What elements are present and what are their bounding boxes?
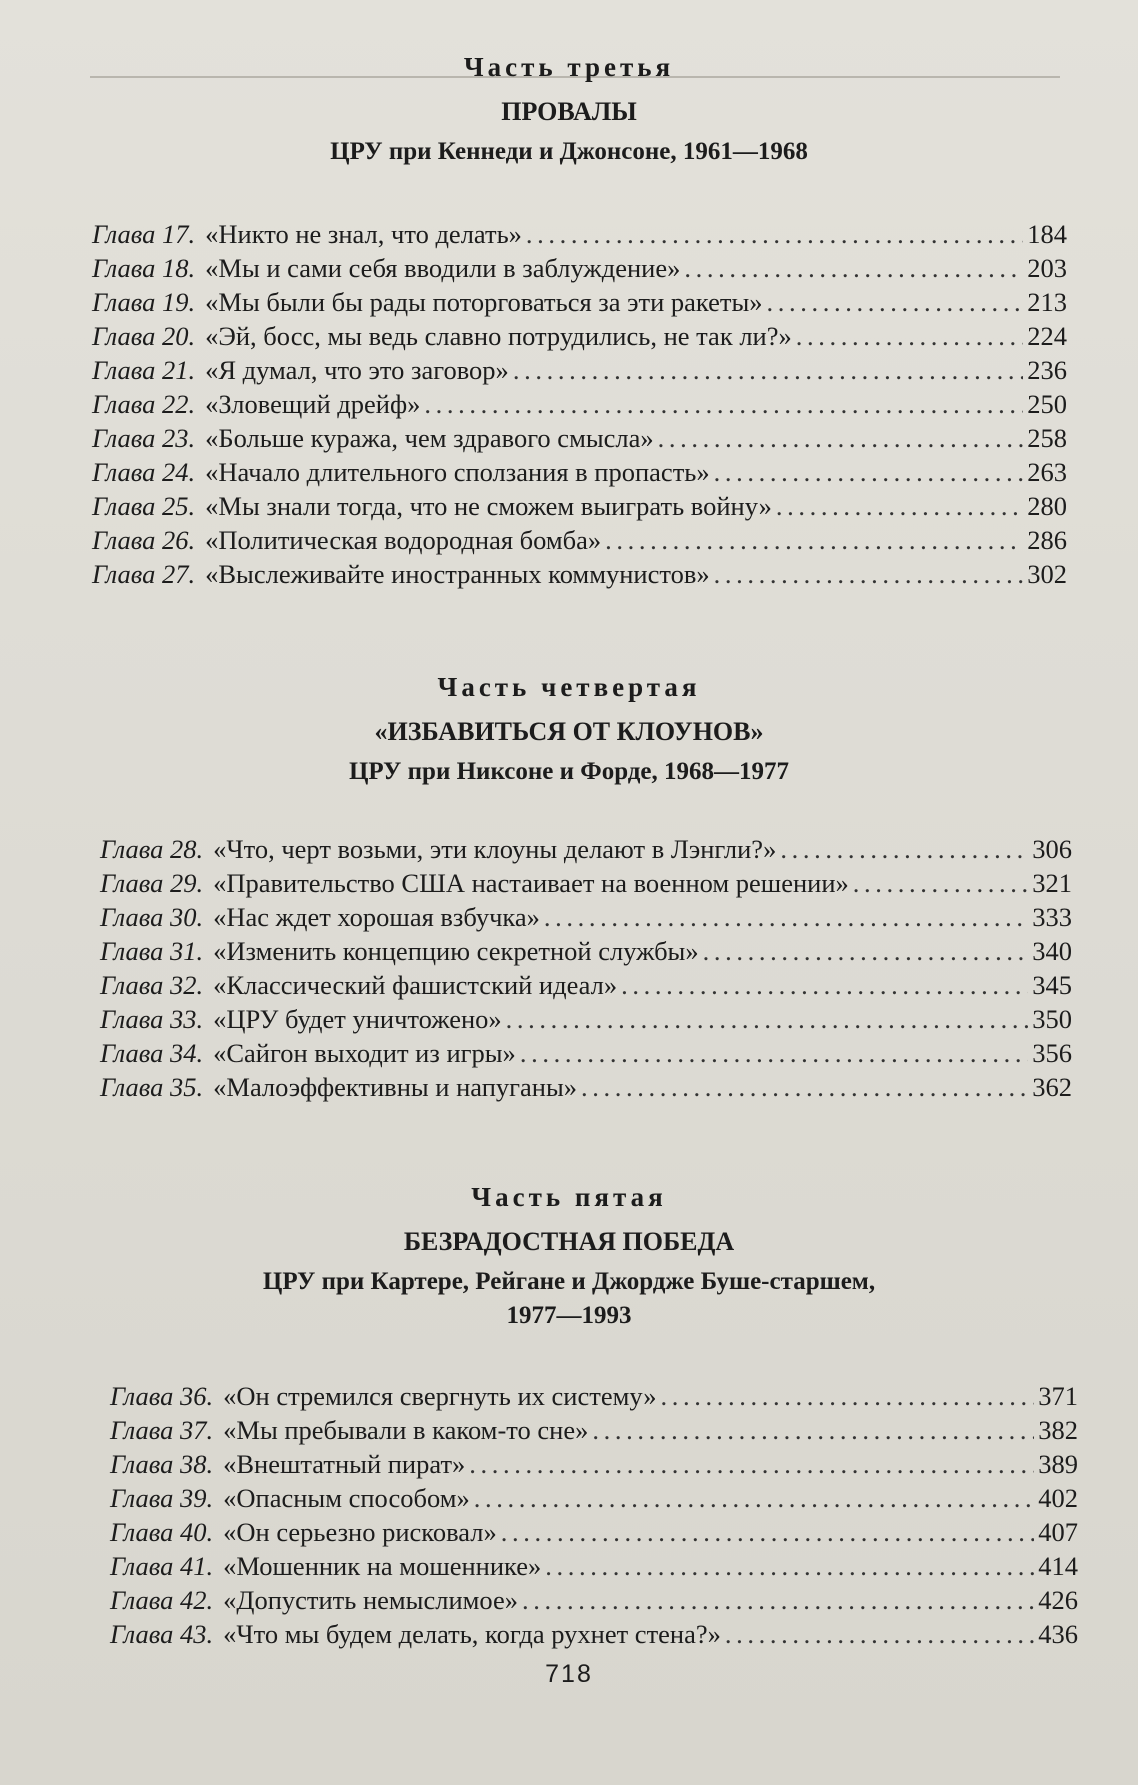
chapter-page: 407 <box>1038 1517 1078 1547</box>
dot-leader <box>501 1517 1035 1548</box>
toc-entry[interactable] <box>100 1072 1072 1106</box>
toc-entry[interactable] <box>92 525 1067 559</box>
dot-leader <box>520 1038 1028 1069</box>
chapter-title: «Правительство США настаивает на военном решении» <box>213 868 849 898</box>
chapter-page: 213 <box>1027 287 1067 317</box>
chapter-label: Глава 25. <box>92 491 196 521</box>
chapter-label: Глава 24. <box>92 457 196 487</box>
chapter-page: 414 <box>1038 1551 1078 1581</box>
dot-leader <box>424 389 1023 420</box>
toc-entry[interactable] <box>110 1483 1078 1517</box>
toc-entry[interactable] <box>92 457 1067 491</box>
part-subtitle: ЦРУ при Кеннеди и Джонсоне, 1961—1968 <box>330 138 808 165</box>
part-heading: БЕЗРАДОСТНАЯ ПОБЕДА <box>403 1227 735 1256</box>
toc-entry[interactable] <box>110 1517 1078 1551</box>
dot-leader <box>522 1585 1034 1616</box>
toc-list-part-five <box>110 1381 1078 1653</box>
toc-list-part-three <box>92 219 1067 593</box>
chapter-label: Глава 36. <box>110 1381 214 1411</box>
chapter-label: Глава 40. <box>110 1517 214 1547</box>
part-title: Часть четвертая <box>437 672 701 702</box>
chapter-label: Глава 41. <box>110 1551 214 1581</box>
chapter-title: «Что мы будем делать, когда рухнет стена?» <box>223 1619 721 1649</box>
part-subtitle: ЦРУ при Никсоне и Форде, 1968—1977 <box>348 758 790 785</box>
toc-entry[interactable] <box>100 936 1072 970</box>
chapter-label: Глава 43. <box>110 1619 214 1649</box>
dot-leader <box>474 1483 1035 1514</box>
chapter-title: «Выслеживайте иностранных коммунистов» <box>205 559 710 589</box>
chapter-page: 402 <box>1038 1483 1078 1513</box>
chapter-title: «Что, черт возьми, эти клоуны делают в Лэнгли?» <box>213 834 777 864</box>
chapter-label: Глава 37. <box>110 1415 214 1445</box>
chapter-title: «Начало длительного сползания в пропасть» <box>205 457 710 487</box>
toc-entry[interactable] <box>100 834 1072 868</box>
toc-entry[interactable] <box>92 287 1067 321</box>
chapter-page: 184 <box>1027 219 1067 249</box>
dot-leader <box>506 1004 1029 1035</box>
dot-leader <box>658 423 1024 454</box>
chapter-page: 436 <box>1038 1619 1078 1649</box>
toc-entry[interactable] <box>92 559 1067 593</box>
part-heading: «ИЗБАВИТЬСЯ ОТ КЛОУНОВ» <box>374 717 764 746</box>
chapter-title: «Изменить концепцию секретной службы» <box>213 936 699 966</box>
chapter-page: 263 <box>1027 457 1067 487</box>
chapter-label: Глава 28. <box>100 834 204 864</box>
toc-entry[interactable] <box>92 253 1067 287</box>
toc-entry[interactable] <box>92 219 1067 253</box>
chapter-page: 250 <box>1027 389 1067 419</box>
chapter-page: 356 <box>1032 1038 1072 1068</box>
chapter-label: Глава 32. <box>100 970 204 1000</box>
dot-leader <box>605 525 1023 556</box>
part-four-header <box>0 672 1138 789</box>
chapter-label: Глава 21. <box>92 355 196 385</box>
chapter-label: Глава 29. <box>100 868 204 898</box>
chapter-title: «ЦРУ будет уничтожено» <box>213 1004 502 1034</box>
toc-entry[interactable] <box>110 1619 1078 1653</box>
part-three-header <box>0 52 1138 169</box>
chapter-label: Глава 22. <box>92 389 196 419</box>
chapter-label: Глава 26. <box>92 525 196 555</box>
dot-leader <box>544 902 1028 933</box>
toc-entry[interactable] <box>110 1381 1078 1415</box>
chapter-title: «Зловещий дрейф» <box>205 389 421 419</box>
chapter-page: 382 <box>1038 1415 1078 1445</box>
dot-leader <box>621 970 1028 1001</box>
chapter-label: Глава 30. <box>100 902 204 932</box>
chapter-title: «Малоэффективны и напуганы» <box>213 1072 578 1102</box>
toc-entry[interactable] <box>92 389 1067 423</box>
chapter-page: 389 <box>1038 1449 1078 1479</box>
dot-leader <box>780 834 1028 865</box>
chapter-page: 203 <box>1027 253 1067 283</box>
dot-leader <box>714 457 1024 488</box>
chapter-title: «Классический фашистский идеал» <box>213 970 618 1000</box>
dot-leader <box>714 559 1024 590</box>
chapter-label: Глава 33. <box>100 1004 204 1034</box>
dot-leader <box>513 355 1023 386</box>
dot-leader <box>796 321 1024 352</box>
chapter-label: Глава 42. <box>110 1585 214 1615</box>
toc-entry[interactable] <box>92 355 1067 389</box>
part-title: Часть третья <box>463 52 675 82</box>
chapter-label: Глава 39. <box>110 1483 214 1513</box>
page-number: 718 <box>545 1660 593 1688</box>
chapter-page: 333 <box>1032 902 1072 932</box>
dot-leader <box>661 1381 1035 1412</box>
chapter-page: 224 <box>1027 321 1067 351</box>
dot-leader <box>469 1449 1034 1480</box>
chapter-title: «Опасным способом» <box>223 1483 470 1513</box>
toc-entry[interactable] <box>100 1004 1072 1038</box>
dot-leader <box>592 1415 1034 1446</box>
chapter-label: Глава 34. <box>100 1038 204 1068</box>
chapter-page: 362 <box>1032 1072 1072 1102</box>
chapter-label: Глава 23. <box>92 423 196 453</box>
chapter-page: 236 <box>1027 355 1067 385</box>
dot-leader <box>725 1619 1034 1650</box>
chapter-label: Глава 19. <box>92 287 196 317</box>
toc-list-part-four <box>100 834 1072 1106</box>
chapter-title: «Мы и сами себя вводили в заблуждение» <box>205 253 681 283</box>
toc-entry[interactable] <box>110 1585 1078 1619</box>
chapter-label: Глава 20. <box>92 321 196 351</box>
chapter-title: «Я думал, что это заговор» <box>205 355 509 385</box>
toc-entry[interactable] <box>110 1551 1078 1585</box>
chapter-label: Глава 31. <box>100 936 204 966</box>
chapter-page: 340 <box>1032 936 1072 966</box>
chapter-title: «Сайгон выходит из игры» <box>213 1038 516 1068</box>
dot-leader <box>853 868 1029 899</box>
chapter-page: 286 <box>1027 525 1067 555</box>
toc-entry[interactable] <box>100 902 1072 936</box>
chapter-page: 426 <box>1038 1585 1078 1615</box>
chapter-label: Глава 18. <box>92 253 196 283</box>
chapter-title: «Мошенник на мошеннике» <box>223 1551 542 1581</box>
chapter-title: «Мы знали тогда, что не сможем выиграть войну» <box>205 491 772 521</box>
part-subtitle: ЦРУ при Картере, Рейгане и Джордже Буше-старшем, <box>262 1268 876 1295</box>
part-five-header <box>0 1182 1138 1333</box>
chapter-title: «Никто не знал, что делать» <box>205 219 522 249</box>
chapter-title: «Политическая водородная бомба» <box>205 525 602 555</box>
dot-leader <box>767 287 1024 318</box>
chapter-title: «Внештатный пират» <box>223 1449 466 1479</box>
toc-entry[interactable] <box>110 1449 1078 1483</box>
toc-entry[interactable] <box>92 491 1067 525</box>
chapter-page: 306 <box>1032 834 1072 864</box>
chapter-page: 345 <box>1032 970 1072 1000</box>
part-subtitle-years: 1977—1993 <box>506 1302 632 1329</box>
chapter-title: «Больше куража, чем здравого смысла» <box>205 423 654 453</box>
toc-entry[interactable] <box>92 423 1067 457</box>
dot-leader <box>581 1072 1028 1103</box>
chapter-title: «Эй, босс, мы ведь славно потрудились, не так ли?» <box>205 321 792 351</box>
chapter-page: 350 <box>1032 1004 1072 1034</box>
chapter-page: 302 <box>1027 559 1067 589</box>
chapter-page: 280 <box>1027 491 1067 521</box>
toc-entry[interactable] <box>100 970 1072 1004</box>
part-title: Часть пятая <box>471 1182 667 1212</box>
dot-leader <box>776 491 1023 522</box>
chapter-page: 321 <box>1032 868 1072 898</box>
chapter-title: «Мы были бы рады поторговаться за эти ракеты» <box>205 287 763 317</box>
chapter-title: «Он серьезно рисковал» <box>223 1517 497 1547</box>
chapter-label: Глава 27. <box>92 559 196 589</box>
chapter-label: Глава 17. <box>92 219 196 249</box>
toc-entry[interactable] <box>100 1038 1072 1072</box>
dot-leader <box>684 253 1023 284</box>
toc-entry[interactable] <box>100 868 1072 902</box>
chapter-title: «Мы пребывали в каком-то сне» <box>223 1415 589 1445</box>
part-heading: ПРОВАЛЫ <box>501 97 637 126</box>
toc-entry[interactable] <box>110 1415 1078 1449</box>
chapter-label: Глава 35. <box>100 1072 204 1102</box>
chapter-label: Глава 38. <box>110 1449 214 1479</box>
chapter-title: «Допустить немыслимое» <box>223 1585 518 1615</box>
chapter-page: 258 <box>1027 423 1067 453</box>
chapter-page: 371 <box>1038 1381 1078 1411</box>
dot-leader <box>526 219 1023 250</box>
dot-leader <box>703 936 1029 967</box>
chapter-title: «Он стремился свергнуть их систему» <box>223 1381 657 1411</box>
toc-entry[interactable] <box>92 321 1067 355</box>
chapter-title: «Нас ждет хорошая взбучка» <box>213 902 540 932</box>
dot-leader <box>545 1551 1034 1582</box>
